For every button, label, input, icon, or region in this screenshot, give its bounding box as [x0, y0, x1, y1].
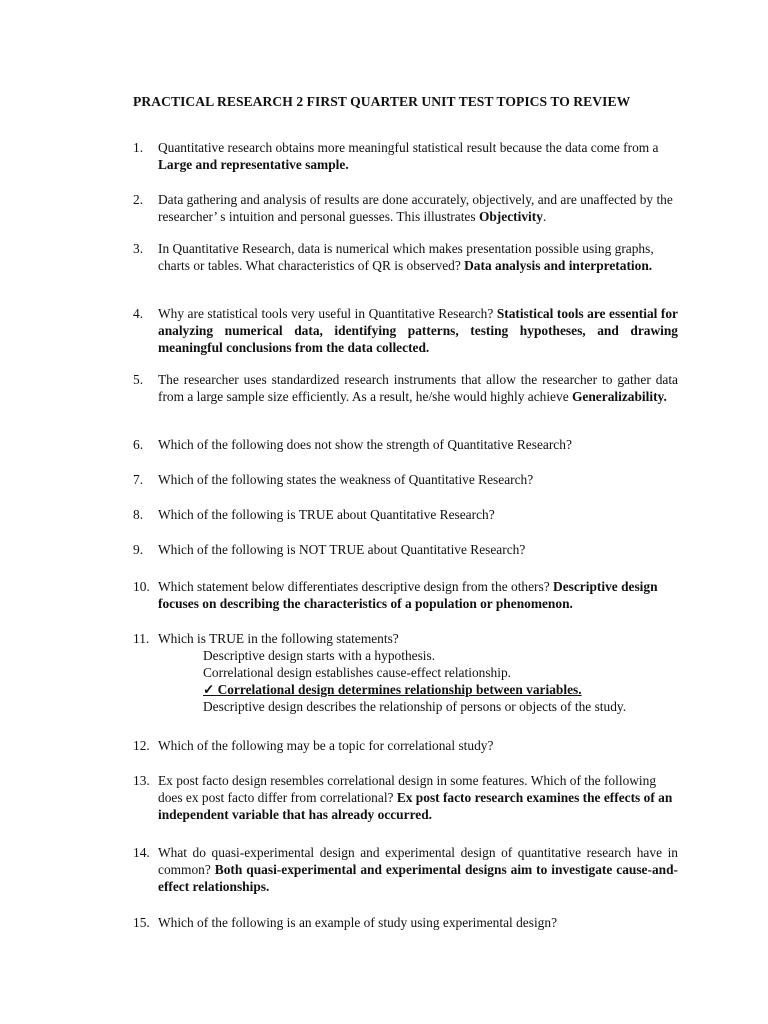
question-1: [133, 139, 678, 173]
question-13: [133, 772, 678, 823]
question-number: 15.: [133, 915, 150, 930]
question-3: [133, 240, 678, 274]
answer-text: Data analysis and interpretation.: [464, 258, 653, 273]
question-6: [133, 436, 678, 453]
question-text: Which of the following states the weakness of Quantitative Research?: [158, 472, 534, 487]
question-number: 11.: [133, 631, 150, 646]
question-10: [133, 578, 678, 612]
question-number: 2.: [133, 192, 144, 207]
answer-text: Generalizability.: [572, 389, 667, 404]
question-4: [133, 305, 678, 356]
answer-tail: .: [542, 209, 547, 224]
question-text: Ex post facto design resembles correlational design in some features. Which of the following does ex post facto differ from correlational?: [158, 773, 657, 805]
question-number: 8.: [133, 507, 144, 522]
answer-text: Descriptive design focuses on describing the characteristics of a population or phenomenon.: [158, 579, 658, 611]
question-9: [133, 541, 678, 558]
question-number: 12.: [133, 738, 150, 753]
answer-text: Ex post facto research examines the effects of an independent variable that has already occurred.: [158, 790, 673, 822]
question-5: [133, 371, 678, 405]
option-d: Descriptive design describes the relationship of persons or objects of the study.: [203, 699, 627, 714]
question-text: The researcher uses standardized research instruments that allow the researcher to gather data from a large sample size efficiently. As a result, he/she would highly achieve: [158, 372, 678, 404]
question-text: Which of the following is TRUE about Quantitative Research?: [158, 507, 495, 522]
question-text: Which of the following is an example of study using experimental design?: [158, 915, 558, 930]
question-number: 3.: [133, 241, 144, 256]
question-number: 5.: [133, 372, 144, 387]
document-title: PRACTICAL RESEARCH 2 FIRST QUARTER UNIT TEST TOPICS TO REVIEW: [133, 94, 631, 109]
question-text: Which of the following does not show the strength of Quantitative Research?: [158, 437, 572, 452]
question-number: 14.: [133, 845, 150, 860]
question-text: Quantitative research obtains more meaningful statistical result because the data come from a: [158, 140, 659, 155]
question-15: [133, 914, 678, 931]
question-text: Which is TRUE in the following statements?: [158, 631, 399, 646]
option-a: Descriptive design starts with a hypothesis.: [203, 648, 436, 663]
question-7: [133, 471, 678, 488]
answer-text: Objectivity: [478, 209, 543, 224]
answer-text: Large and representative sample.: [158, 157, 349, 172]
question-text: Which of the following is NOT TRUE about Quantitative Research?: [158, 542, 526, 557]
question-number: 1.: [133, 140, 144, 155]
question-number: 10.: [133, 579, 150, 594]
question-12: [133, 737, 678, 754]
question-text: Data gathering and analysis of results are done accurately, objectively, and are unaffected by the researcher’ s intuition and personal guesses. This illustrates: [158, 192, 673, 224]
answer-text: Both quasi-experimental and experimental designs aim to investigate cause-and-effect relationships.: [158, 862, 679, 894]
question-number: 6.: [133, 437, 144, 452]
question-2: [133, 191, 678, 225]
question-text: In Quantitative Research, data is numerical which makes presentation possible using graphs, charts or tables. What characteristics of QR is observed?: [158, 241, 654, 273]
question-text: Which of the following may be a topic for correlational study?: [158, 738, 494, 753]
question-text: What do quasi-experimental design and experimental design of quantitative research have in common?: [158, 845, 678, 877]
question-14: [133, 844, 678, 895]
question-text: Why are statistical tools very useful in Quantitative Research?: [158, 306, 497, 321]
question-11: [133, 630, 678, 715]
question-text: Which statement below differentiates descriptive design from the others?: [158, 579, 554, 594]
question-number: 4.: [133, 306, 144, 321]
question-number: 13.: [133, 773, 150, 788]
question-number: 7.: [133, 472, 144, 487]
option-b: Correlational design establishes cause-effect relationship.: [203, 665, 512, 680]
question-8: [133, 506, 678, 523]
question-number: 9.: [133, 542, 144, 557]
option-c-correct: ✓ Correlational design determines relationship between variables.: [203, 682, 582, 697]
answer-text: Statistical tools are essential for analyzing numerical data, identifying patterns, testing hypotheses, and drawing meaningful conclusions from the data collected.: [158, 306, 678, 355]
